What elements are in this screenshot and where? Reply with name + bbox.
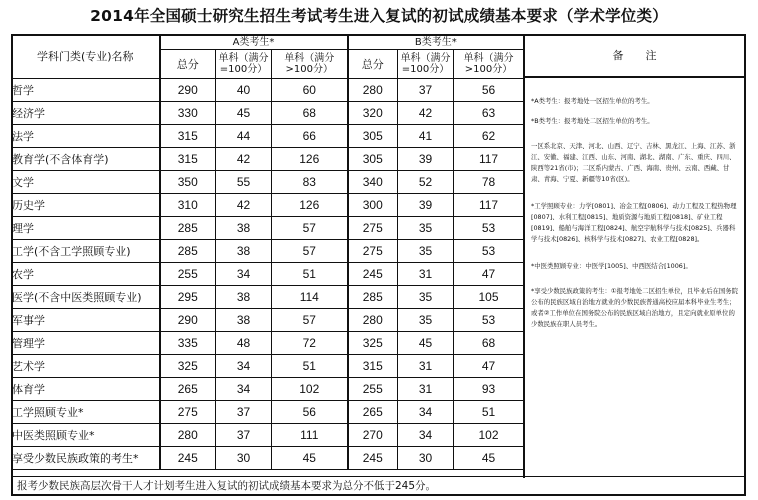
header-b-single-100: 单科（满分=100分） — [398, 50, 454, 79]
score-cell-b-total: 325 — [348, 332, 398, 355]
score-cell-b-total: 245 — [348, 263, 398, 286]
score-cell-a-sgt: 68 — [272, 102, 348, 125]
score-cell-b-total: 285 — [348, 286, 398, 309]
score-cell-a-s100: 38 — [216, 286, 272, 309]
score-cell-b-total: 275 — [348, 217, 398, 240]
table-row — [12, 148, 524, 171]
subject-cell: 经济学 — [12, 102, 160, 125]
table-row — [12, 194, 524, 217]
score-cell-a-sgt: 51 — [272, 355, 348, 378]
table-row — [12, 332, 524, 355]
score-cell-b-sgt: 51 — [454, 401, 524, 424]
score-cell-a-s100: 30 — [216, 447, 272, 470]
score-cell-a-sgt: 126 — [272, 148, 348, 171]
footer-note: 报考少数民族高层次骨干人才计划考生进入复试的初试成绩基本要求为总分不低于245分。 — [11, 476, 746, 496]
score-cell-b-total: 275 — [348, 240, 398, 263]
score-cell-b-s100: 35 — [398, 309, 454, 332]
subject-cell: 艺术学 — [12, 355, 160, 378]
notes-body — [525, 78, 746, 330]
table-row — [12, 401, 524, 424]
score-cell-b-sgt: 93 — [454, 378, 524, 401]
score-cell-b-sgt: 102 — [454, 424, 524, 447]
score-cell-a-total: 315 — [160, 148, 216, 171]
note-engineering: *工学照顾专业：力学[0801]、冶金工程[0806]、动力工程及工程热物理[0807]、水利工程[0815]、地质资源与地质工程[0818]、矿业工程[0819]、船舶与海洋工程[0824]、航空宇航科学与技术[0825]、兵器科学与技术[0826]、核科学与技术[0827]、农业工程[0828]。 — [531, 202, 737, 243]
subject-cell: 农学 — [12, 263, 160, 286]
score-cell-b-total: 300 — [348, 194, 398, 217]
score-cell-a-total: 315 — [160, 125, 216, 148]
score-cell-a-sgt: 102 — [272, 378, 348, 401]
table-row — [12, 355, 524, 378]
subject-cell: 军事学 — [12, 309, 160, 332]
table-row — [12, 240, 524, 263]
score-cell-a-sgt: 57 — [272, 309, 348, 332]
subject-cell: 中医类照顾专业* — [12, 424, 160, 447]
score-cell-b-s100: 35 — [398, 217, 454, 240]
score-cell-b-total: 315 — [348, 355, 398, 378]
score-cell-a-s100: 37 — [216, 401, 272, 424]
score-cell-a-s100: 40 — [216, 79, 272, 102]
score-cell-b-sgt: 117 — [454, 194, 524, 217]
score-cell-b-total: 245 — [348, 447, 398, 470]
header-group-a: A类考生* — [160, 35, 348, 50]
table-row — [12, 102, 524, 125]
table-row — [12, 263, 524, 286]
score-cell-b-s100: 39 — [398, 194, 454, 217]
score-cell-a-s100: 38 — [216, 240, 272, 263]
score-cell-a-sgt: 45 — [272, 447, 348, 470]
score-cell-a-total: 310 — [160, 194, 216, 217]
score-cell-b-s100: 31 — [398, 355, 454, 378]
score-cell-a-total: 290 — [160, 79, 216, 102]
score-cell-b-sgt: 78 — [454, 171, 524, 194]
table-row — [12, 286, 524, 309]
score-cell-b-s100: 34 — [398, 424, 454, 447]
header-a-single-100: 单科（满分=100分） — [216, 50, 272, 79]
table-row — [12, 378, 524, 401]
score-cell-b-s100: 30 — [398, 447, 454, 470]
header-a-total: 总分 — [160, 50, 216, 79]
score-cell-b-s100: 35 — [398, 240, 454, 263]
score-cell-a-s100: 34 — [216, 263, 272, 286]
score-cell-b-sgt: 63 — [454, 102, 524, 125]
score-cell-a-sgt: 83 — [272, 171, 348, 194]
table-row — [12, 447, 524, 470]
score-cell-b-sgt: 105 — [454, 286, 524, 309]
score-cell-a-total: 285 — [160, 217, 216, 240]
score-cell-a-s100: 34 — [216, 355, 272, 378]
score-cell-b-sgt: 53 — [454, 240, 524, 263]
score-cell-b-sgt: 45 — [454, 447, 524, 470]
score-cell-a-sgt: 72 — [272, 332, 348, 355]
score-cell-b-total: 305 — [348, 125, 398, 148]
table-row — [12, 309, 524, 332]
score-cell-a-s100: 34 — [216, 378, 272, 401]
subject-cell: 管理学 — [12, 332, 160, 355]
header-group-b: B类考生* — [348, 35, 524, 50]
score-cell-a-s100: 45 — [216, 102, 272, 125]
header-b-single-gt100: 单科（满分>100分） — [454, 50, 524, 79]
score-cell-b-total: 280 — [348, 309, 398, 332]
score-cell-b-total: 305 — [348, 148, 398, 171]
score-cell-b-s100: 52 — [398, 171, 454, 194]
score-cell-a-sgt: 66 — [272, 125, 348, 148]
score-cell-a-s100: 42 — [216, 148, 272, 171]
document-title: 2014年全国硕士研究生招生考试考生进入复试的初试成绩基本要求（学术学位类） — [90, 7, 668, 25]
score-cell-b-s100: 45 — [398, 332, 454, 355]
score-cell-a-s100: 55 — [216, 171, 272, 194]
note-tcm: *中医类照顾专业：中医学[1005]、中西医结合[1006]。 — [531, 262, 692, 270]
score-cell-a-sgt: 114 — [272, 286, 348, 309]
score-cell-a-total: 275 — [160, 401, 216, 424]
score-cell-a-total: 350 — [160, 171, 216, 194]
subject-cell: 享受少数民族政策的考生* — [12, 447, 160, 470]
header-b-total: 总分 — [348, 50, 398, 79]
score-cell-b-s100: 34 — [398, 401, 454, 424]
table-row — [12, 79, 524, 102]
score-cell-b-sgt: 68 — [454, 332, 524, 355]
score-cell-a-total: 245 — [160, 447, 216, 470]
score-cell-a-s100: 38 — [216, 217, 272, 240]
table-row — [12, 424, 524, 447]
score-cell-a-total: 295 — [160, 286, 216, 309]
table-row — [12, 217, 524, 240]
score-cell-b-sgt: 47 — [454, 355, 524, 378]
score-cell-b-sgt: 53 — [454, 217, 524, 240]
score-cell-b-s100: 42 — [398, 102, 454, 125]
subject-cell: 教育学(不含体育学) — [12, 148, 160, 171]
score-cell-a-sgt: 126 — [272, 194, 348, 217]
score-cell-a-s100: 42 — [216, 194, 272, 217]
subject-cell: 理学 — [12, 217, 160, 240]
score-cell-b-sgt: 53 — [454, 309, 524, 332]
score-cell-b-s100: 35 — [398, 286, 454, 309]
score-cell-b-sgt: 56 — [454, 79, 524, 102]
score-cell-a-total: 335 — [160, 332, 216, 355]
score-cell-b-s100: 39 — [398, 148, 454, 171]
score-cell-a-s100: 48 — [216, 332, 272, 355]
score-cell-a-total: 255 — [160, 263, 216, 286]
score-cell-b-total: 320 — [348, 102, 398, 125]
subject-cell: 工学照顾专业* — [12, 401, 160, 424]
subject-cell: 体育学 — [12, 378, 160, 401]
score-cell-a-s100: 37 — [216, 424, 272, 447]
score-cell-b-sgt: 62 — [454, 125, 524, 148]
notes-column — [523, 34, 746, 478]
subject-cell: 工学(不含工学照顾专业) — [12, 240, 160, 263]
score-cell-b-sgt: 47 — [454, 263, 524, 286]
score-cell-a-s100: 38 — [216, 309, 272, 332]
score-cell-a-total: 280 — [160, 424, 216, 447]
subject-cell: 法学 — [12, 125, 160, 148]
table-body — [12, 79, 524, 470]
notes-header: 备注 — [525, 34, 746, 78]
table-row — [12, 171, 524, 194]
score-cell-a-sgt: 51 — [272, 263, 348, 286]
subject-cell: 文学 — [12, 171, 160, 194]
score-cell-b-total: 280 — [348, 79, 398, 102]
score-cell-b-total: 255 — [348, 378, 398, 401]
subject-cell: 历史学 — [12, 194, 160, 217]
score-cell-b-s100: 41 — [398, 125, 454, 148]
score-cell-b-s100: 37 — [398, 79, 454, 102]
score-cell-a-total: 265 — [160, 378, 216, 401]
score-cell-a-sgt: 111 — [272, 424, 348, 447]
score-cell-b-total: 265 — [348, 401, 398, 424]
score-cell-b-total: 270 — [348, 424, 398, 447]
table-row — [12, 125, 524, 148]
score-cell-a-total: 285 — [160, 240, 216, 263]
score-cell-a-total: 325 — [160, 355, 216, 378]
subject-cell: 哲学 — [12, 79, 160, 102]
score-cell-a-total: 290 — [160, 309, 216, 332]
note-b-class: *B类考生：报考地处二区招生单位的考生。 — [531, 117, 654, 125]
score-cell-b-s100: 31 — [398, 263, 454, 286]
score-cell-b-s100: 31 — [398, 378, 454, 401]
note-minority: *享受少数民族政策的考生：①报考地处二区招生单位，且毕业后在国务院公布的民族区域自治地方就业的少数民族普通高校应届本科毕业生考生；或者②工作单位在国务院公布的民族区域自治地方，且定向就业原单位的少数民族在职人员考生。 — [531, 287, 739, 328]
score-cell-a-sgt: 60 — [272, 79, 348, 102]
score-cell-b-sgt: 117 — [454, 148, 524, 171]
score-cell-a-sgt: 57 — [272, 240, 348, 263]
score-cell-a-s100: 44 — [216, 125, 272, 148]
score-cell-a-sgt: 57 — [272, 217, 348, 240]
header-a-single-gt100: 单科（满分>100分） — [272, 50, 348, 79]
score-cell-a-total: 330 — [160, 102, 216, 125]
header-subject: 学科门类(专业)名称 — [12, 35, 160, 79]
score-table — [11, 34, 524, 470]
note-a-class: *A类考生：报考地处一区招生单位的考生。 — [531, 97, 654, 105]
subject-cell: 医学(不含中医类照顾专业) — [12, 286, 160, 309]
score-cell-a-sgt: 56 — [272, 401, 348, 424]
score-cell-b-total: 340 — [348, 171, 398, 194]
note-regions: 一区系北京、天津、河北、山西、辽宁、吉林、黑龙江、上海、江苏、浙江、安徽、福建、江西、山东、河南、湖北、湖南、广东、重庆、四川、陕西等21省(市)；二区系内蒙古、广西、海南、贵州、云南、西藏、甘肃、青海、宁夏、新疆等10省(区)。 — [531, 142, 736, 183]
